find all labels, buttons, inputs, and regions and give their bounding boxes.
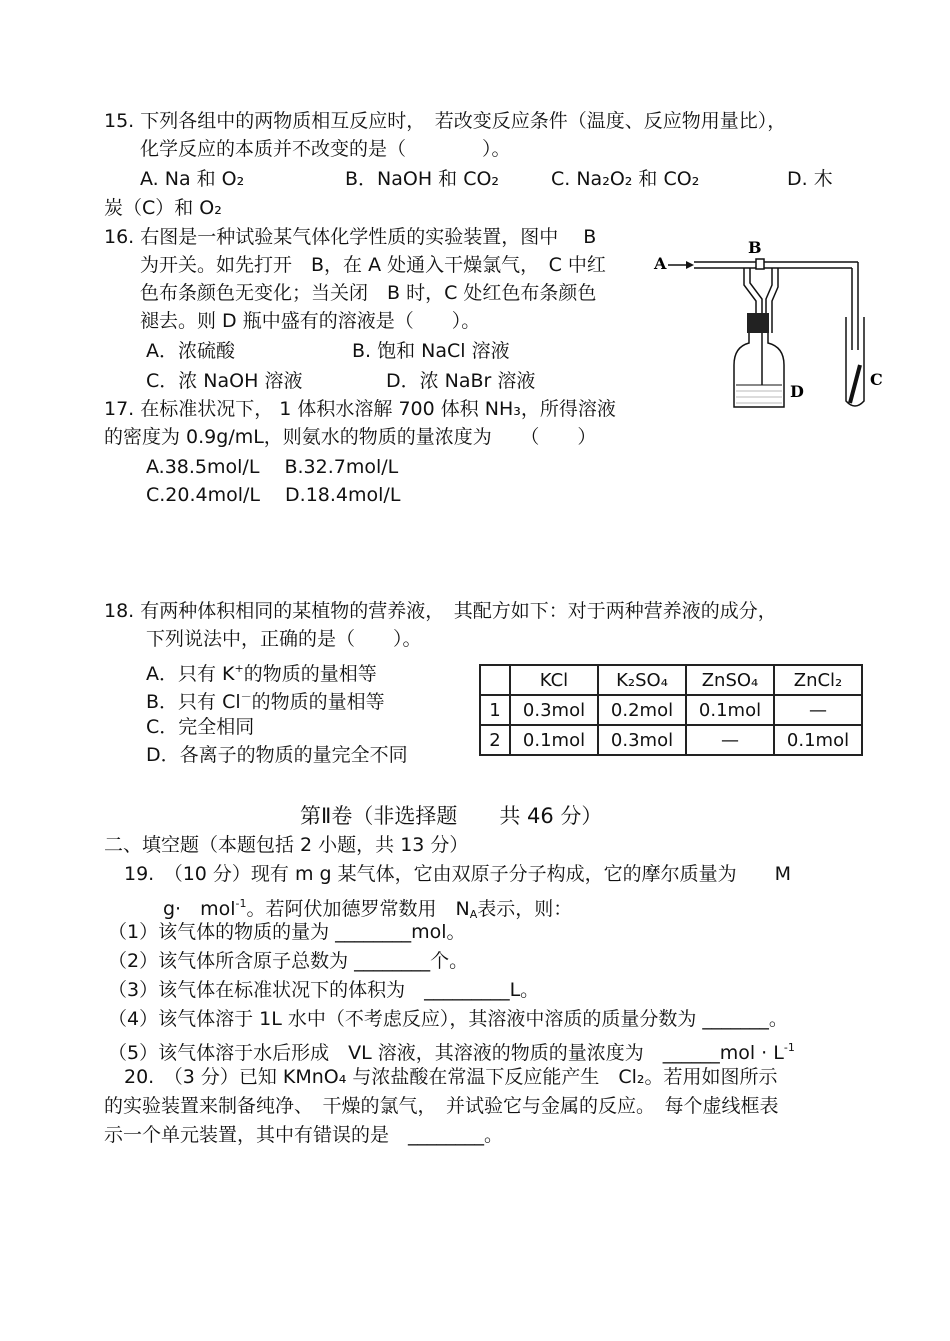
- nutrient-table: [479, 664, 863, 756]
- q19-line2: g· mol$^{-1}$。若阿伏加德罗常数用 $N_A$表示，则：: [163, 897, 573, 921]
- q17-line1: 17. 在标准状况下， 1 体积水溶解 700 体积 NH₃，所得溶液: [104, 398, 616, 420]
- section-title: 第Ⅱ卷（非选择题 共 46 分）: [300, 804, 603, 828]
- q20-line1: 20. （3 分）已知 KMnO₄ 与浓盐酸在常温下反应能产生 Cl₂。若用如图所示: [124, 1066, 778, 1088]
- table-header: K₂SO₄: [598, 665, 686, 695]
- q15-line4: 炭（C）和 O₂: [104, 197, 222, 219]
- label-b: B: [748, 238, 762, 257]
- table-header: [480, 665, 510, 695]
- section-subtitle: 二、填空题（本题包括 2 小题，共 13 分）: [104, 834, 469, 856]
- q19-part2: （2）该气体所含原子总数为 ________个。: [108, 950, 469, 972]
- q19-part5: （5）该气体溶于水后形成 VL 溶液，其溶液的物质的量浓度为 ______mol · $L^{-1}$: [108, 1041, 795, 1064]
- q16-line4: 褪去。则 D 瓶中盛有的溶液是（ ）。: [140, 310, 481, 332]
- q18-option-b: B．只有 Cl－的物质的量相等: [146, 690, 385, 713]
- table-header: ZnCl₂: [774, 665, 862, 695]
- q15-option-a: A. Na 和 O₂: [140, 168, 245, 190]
- q15-line2: 化学反应的本质并不改变的是（ ）。: [140, 138, 511, 160]
- table-cell: 0.1mol: [686, 695, 774, 725]
- table-header: KCl: [510, 665, 598, 695]
- label-c: C: [870, 370, 883, 389]
- q19-line1: 19. （10 分）现有 m g 某气体，它由双原子分子构成，它的摩尔质量为 M: [124, 863, 792, 885]
- table-row: [480, 725, 862, 755]
- table-cell: 0.3mol: [598, 725, 686, 755]
- q18-option-d: D．各离子的物质的量完全不同: [146, 744, 408, 766]
- table-header: ZnSO₄: [686, 665, 774, 695]
- q16-line3: 色布条颜色无变化；当关闭 B 时，C 处红色布条颜色: [140, 282, 597, 304]
- table-cell: —: [774, 695, 862, 725]
- q19-part4: （4）该气体溶于 1L 水中（不考虑反应），其溶液中溶质的质量分数为 _______。: [108, 1008, 788, 1030]
- q16-option-a: A．浓硫酸: [146, 340, 235, 362]
- label-d: D: [790, 382, 804, 401]
- label-a: A: [654, 254, 667, 273]
- gas-test-apparatus-diagram: [652, 235, 892, 415]
- q16-option-d: D．浓 NaBr 溶液: [386, 370, 536, 392]
- q18-option-c: C．完全相同: [146, 716, 255, 738]
- q16-line1: 16. 右图是一种试验某气体化学性质的实验装置，图中 B: [104, 226, 597, 248]
- table-cell: 1: [480, 695, 510, 725]
- q18-option-a: A．只有 K+的物质的量相等: [146, 662, 377, 685]
- table-cell: 0.1mol: [774, 725, 862, 755]
- table-cell: 2: [480, 725, 510, 755]
- q17-line2: 的密度为 0.9g/mL，则氨水的物质的量浓度为 （ ）: [104, 426, 597, 448]
- q15-option-b: B．NaOH 和 CO₂: [345, 168, 500, 190]
- q20-line3: 示一个单元装置，其中有错误的是 ________。: [104, 1124, 504, 1146]
- q16-line2: 为开关。如先打开 B，在 A 处通入干燥氯气， C 中红: [140, 254, 606, 276]
- q15-option-d: D. 木: [787, 168, 833, 190]
- q18-line2: 下列说法中，正确的是（ ）。: [146, 628, 422, 650]
- q15-line1: 15. 下列各组中的两物质相互反应时， 若改变反应条件（温度、反应物用量比），: [104, 110, 787, 132]
- table-cell: 0.1mol: [510, 725, 598, 755]
- q19-part3: （3）该气体在标准状况下的体积为 _________L。: [108, 979, 540, 1001]
- q16-option-b: B. 饱和 NaCl 溶液: [352, 340, 510, 362]
- table-cell: 0.2mol: [598, 695, 686, 725]
- q16-option-c: C．浓 NaOH 溶液: [146, 370, 303, 392]
- table-cell: 0.3mol: [510, 695, 598, 725]
- table-cell: —: [686, 725, 774, 755]
- table-header-row: [480, 665, 862, 695]
- q17-options-cd: C.20.4mol/L D.18.4mol/L: [146, 484, 401, 506]
- q20-line2: 的实验装置来制备纯净、 干燥的氯气， 并试验它与金属的反应。 每个虚线框表: [104, 1095, 779, 1117]
- q18-line1: 18. 有两种体积相同的某植物的营养液， 其配方如下：对于两种营养液的成分，: [104, 600, 777, 622]
- q19-part1: （1）该气体的物质的量为 ________mol。: [108, 921, 466, 943]
- q15-option-c: C. Na₂O₂ 和 CO₂: [551, 168, 700, 190]
- table-row: [480, 695, 862, 725]
- q17-options-ab: A.38.5mol/L B.32.7mol/L: [146, 456, 399, 478]
